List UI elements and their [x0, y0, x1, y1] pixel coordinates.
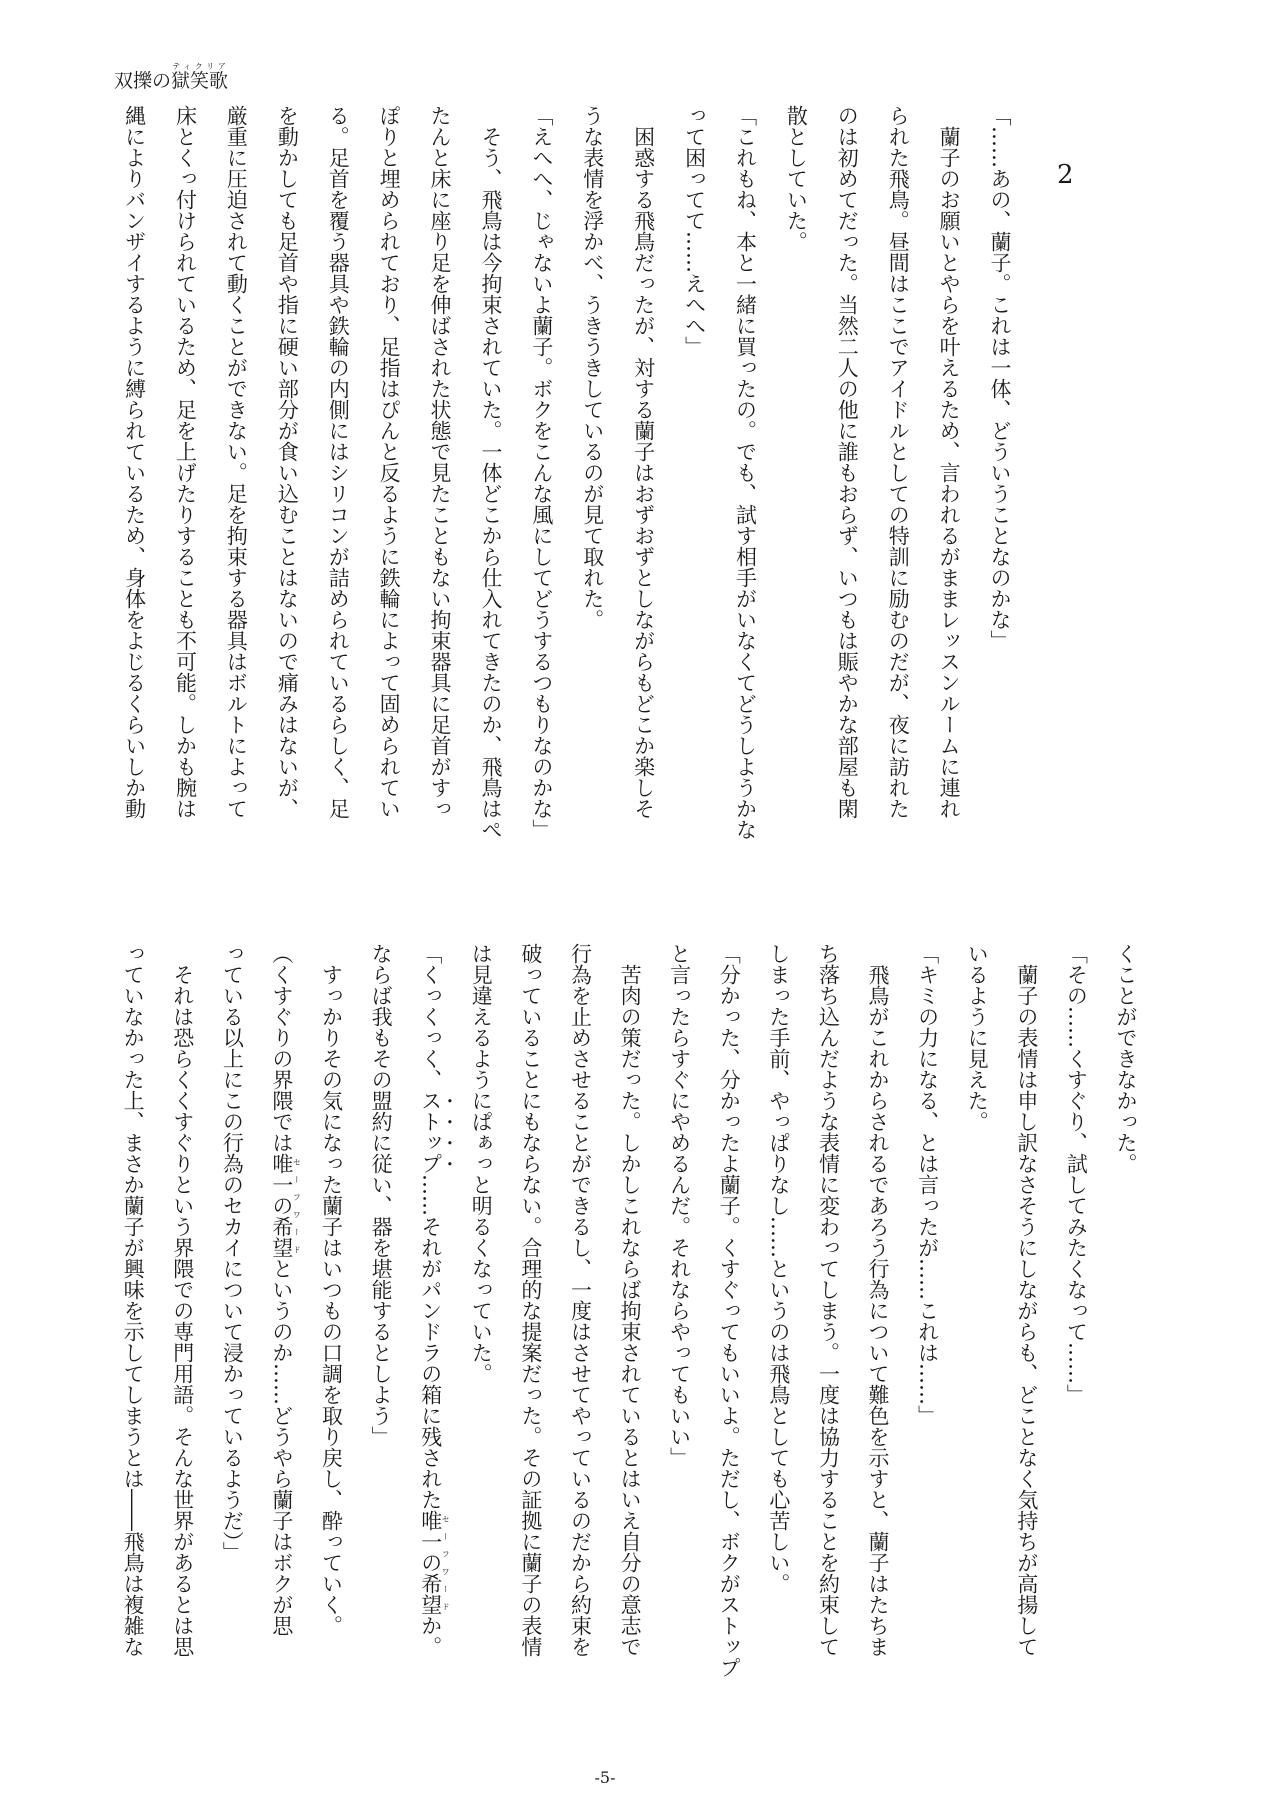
text-line — [306, 943, 356, 1723]
text-line: 「……あの、蘭子。これは一体、どういうことなのかな」 — [988, 105, 1012, 651]
text-segment: 行為を止めさせることができるし、一度はさせてやっているのだから約束を — [568, 943, 593, 1657]
text-segment: しまった手前、やっぱりなし……というのは飛鳥としても心苦しい。 — [766, 943, 791, 1594]
ruby-annotation — [269, 1153, 302, 1258]
text-segment: 破っていることにもならない。合理的な提案だった。その証拠に蘭子の表情 — [518, 943, 543, 1657]
upper-text-block — [109, 105, 1025, 885]
text-line: 「これもね、本と一緒に買ったの。でも、試す相手がいなくてどうしようかな — [733, 105, 758, 840]
ruby-base: 唯一の希望 — [269, 1153, 294, 1258]
text-segment: は見違えるようにぱぁっと明るくなっていた。 — [469, 943, 494, 1384]
text-segment: っていなかった上、まさか蘭子が興味を示してしまうとは――飛鳥は複雑な — [121, 943, 146, 1657]
emphasized-text: ストップ — [418, 1090, 443, 1174]
text-segment: 蘭子の表情は申し訳なさそうにしながらも、どことなく気持ちが高揚して — [1014, 943, 1039, 1657]
text-segment: 飛鳥がこれからされるであろう行為について難色を示すと、蘭子はたちま — [866, 943, 891, 1657]
text-line — [1100, 943, 1150, 1723]
lower-text-block — [108, 943, 1150, 1723]
text-segment: 「キミの力になる、とは言ったが……これは……」 — [915, 943, 940, 1426]
ruby-base: 唯一の希望 — [418, 1510, 443, 1615]
text-line: 縄によりバンザイするように縛られているため、身体をよじるくらいしか動 — [122, 105, 147, 819]
page-number: -5- — [594, 1768, 616, 1787]
text-line — [803, 943, 853, 1723]
text-segment: すっかりその気になった蘭子はいつもの口調を取り戻し、酔っていく。 — [319, 943, 344, 1636]
text-line — [753, 943, 803, 1723]
title-ruby-base: 獄笑歌 — [171, 70, 229, 92]
text-line: 蘭子のお願いとやらを叶えるため、言われるがままレッスンルームに連れ — [937, 105, 962, 819]
text-line: 「えへへ、じゃないよ蘭子。ボクをこんな風にしてどうするつもりなのかな」 — [529, 105, 554, 840]
title-ruby-reading: ティクリア — [171, 62, 229, 71]
text-line — [952, 943, 1002, 1723]
text-line — [505, 943, 555, 1723]
text-line: たんと床に座り足を伸ばされた状態で見たこともない拘束器具に足首がすっ — [428, 105, 453, 819]
text-line: 散としていた。 — [784, 105, 809, 252]
title-ruby — [171, 62, 229, 92]
text-line: を動かしても足首や指に硬い部分が食い込むことはないので痛みはないが、 — [275, 105, 300, 819]
text-line — [405, 943, 456, 1723]
text-line: うな表情を浮かべ、うきうきしているのが見て取れた。 — [580, 105, 605, 630]
chapter-number: 2 — [1057, 160, 1074, 190]
text-line — [356, 943, 406, 1723]
book-title-header — [114, 62, 228, 93]
ruby-reading: セーフワード — [292, 1153, 302, 1258]
text-segment: ならば我もその盟約に従い、器を堪能するとしよう」 — [369, 943, 394, 1447]
text-line: そう、飛鳥は今拘束されていた。一体どこから仕入れてきたのか、飛鳥はぺ — [478, 105, 503, 840]
text-segment: ……それがパンドラの箱に残された — [418, 1174, 443, 1510]
text-segment: か。 — [418, 1615, 443, 1657]
text-line: 困惑する飛鳥だったが、対する蘭子はおずおずとしながらもどこか楽しそ — [631, 105, 656, 819]
text-line — [207, 943, 257, 1723]
text-segment: っている以上にこの行為のセカイについて浸かっているようだ）」 — [220, 943, 245, 1563]
text-segment: ち落ち込んだような表情に変わってしまう。一度は協力することを約束して — [816, 943, 841, 1657]
ruby-annotation — [418, 1510, 451, 1615]
text-line — [1001, 943, 1051, 1723]
ruby-reading: セーフワード — [441, 1510, 451, 1615]
text-line — [654, 943, 704, 1723]
text-segment: 苦肉の策だった。しかしこれならば拘束されているとはいえ自分の意志で — [618, 943, 643, 1657]
text-segment: 「くっくっく、 — [418, 943, 443, 1090]
text-segment: いるように見えた。 — [965, 943, 990, 1132]
text-line — [456, 943, 506, 1723]
text-segment: それは恐らくくすぐりという界隈での専門用語。そんな世界があるとは思 — [170, 943, 195, 1657]
text-line: る。足首を覆う器具や鉄輪の内側にはシリコンが詰められているらしく、足 — [326, 105, 351, 819]
text-line: って困ってて……えへへ」 — [682, 105, 707, 357]
text-line: ぽりと埋められており、足指はぴんと反るように鉄輪によって固められてい — [377, 105, 402, 819]
text-segment: と言ったらすぐにやめるんだ。それならやってもいい」 — [667, 943, 692, 1468]
text-line: られた飛鳥。昼間はここでアイドルとしての特訓に励むのだが、夜に訪れた — [886, 105, 911, 819]
text-segment: （くすぐりの界隈では — [269, 943, 294, 1153]
text-line — [604, 943, 654, 1723]
text-line — [852, 943, 902, 1723]
text-line — [555, 943, 605, 1723]
text-segment: くことができなかった。 — [1114, 943, 1138, 1174]
text-segment: 「分かった、分かったよ蘭子。くすぐってもいいよ。ただし、ボクがストップ — [717, 943, 742, 1678]
text-line — [704, 943, 754, 1723]
text-segment: 「その……くすぐり、試してみたくなって……」 — [1064, 943, 1089, 1405]
text-line: 厳重に圧迫されて動くことができない。足を拘束する器具はボルトによって — [224, 105, 249, 819]
text-line — [256, 943, 306, 1723]
text-line — [902, 943, 952, 1723]
text-line — [1051, 943, 1101, 1723]
title-prefix: 双擽の — [114, 70, 172, 92]
text-segment: というのか……どうやら蘭子はボクが思 — [269, 1258, 294, 1636]
text-line — [157, 943, 207, 1723]
text-line: のは初めてだった。当然二人の他に誰もおらず、いつもは賑やかな部屋も閑 — [835, 105, 860, 819]
text-line: 床とくっ付けられているため、足を上げたりすることも不可能。しかも腕は — [173, 105, 198, 819]
text-line — [108, 943, 158, 1723]
